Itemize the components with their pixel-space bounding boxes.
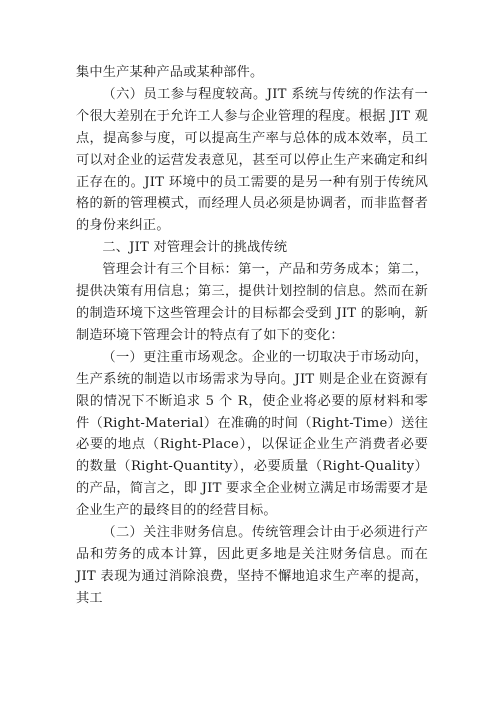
paragraph-management-accounting-goals: 管理会计有三个目标：第一，产品和劳务成本；第二，提供决策有用信息；第三，提供计划控制的信息。然而在新的制造环境下这些管理会计的目标都会受到 JIT 的影响，新制造环境下管理会计的特点有了如下的变化： [76,262,428,343]
paragraph-employee-participation: （六）员工参与程度较高。JIT 系统与传统的作法有一个很大差别在于允许工人参与企业管理的程度。根据 JIT 观点，提高参与度，可以提高生产率与总体的成本效率，员工可以对企业的运营发表意见，甚至可以停止生产来确定和纠正存在的。JIT 环境中的员工需要的是另一种有别于传统风格的新的管理模式，而经理人员必须是协调者，而非监督者的身份来纠正。 [76,86,428,234]
paragraph-continuation: 集中生产某种产品或某种部件。 [76,65,264,80]
paragraph-market-orientation: （一）更注重市场观念。企业的一切取决于市场动向，生产系统的制造以市场需求为导向。JIT 则是企业在资源有限的情况下不断追求 5 个 R，使企业将必要的原材料和零件（Right-Material）在准确的时间（Right-Time）送往必要的地点（Right-Place），以保证企业生产消费者必要的数量（Right-Quantity），必要质量（Right-Quality）的产品，简言之，即 JIT 要求全企业树立满足市场需要才是企业生产的最终目的的经营目标。 [76,349,428,519]
document-body [76,62,428,610]
section-heading: 二、JIT 对管理会计的挑战传统 [102,240,288,256]
paragraph-non-financial-info: （二）关注非财务信息。传统管理会计由于必须进行产品和劳务的成本计算，因此更多地是关注财务信息。而在 JIT 表现为通过消除浪费，坚持不懈地追求生产率的提高，其工 [76,525,428,606]
